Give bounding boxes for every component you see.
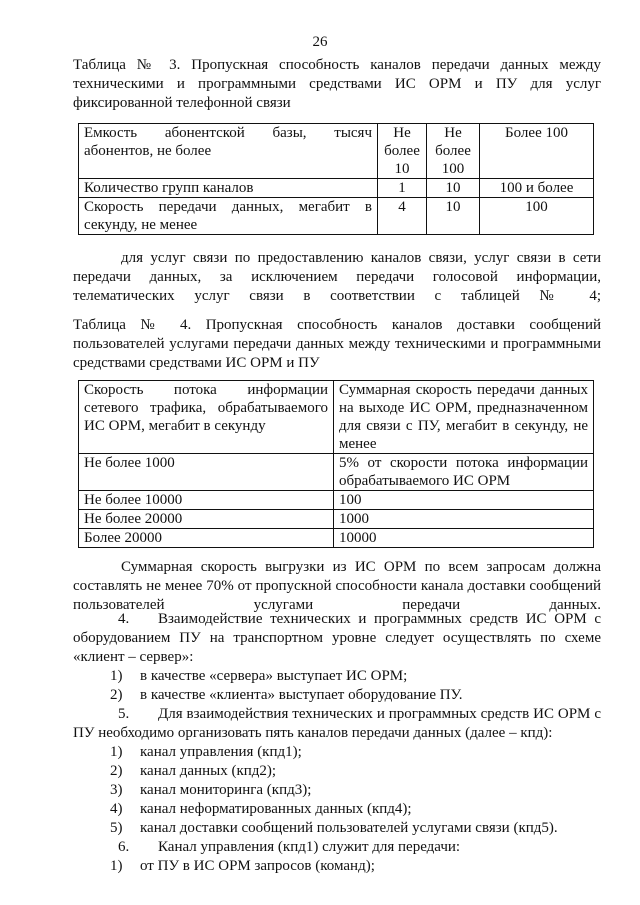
section-number: 5. bbox=[118, 706, 130, 722]
table-cell: 5% от скорости потока информации обрабатываемого ИС ОРМ bbox=[334, 454, 594, 491]
page-number: 26 bbox=[312, 34, 328, 50]
section-text: Для взаимодействия технических и программных средств ИС ОРМ с ПУ необходимо организовать пять каналов передачи данных (далее – кпд): bbox=[73, 706, 601, 741]
list-item: 1) канал управления (кпд1); bbox=[110, 744, 302, 760]
list-item: 2) канал данных (кпд2); bbox=[110, 763, 277, 779]
table-row bbox=[79, 454, 594, 491]
table-cell: Не более 10000 bbox=[79, 491, 334, 510]
section-6 bbox=[73, 838, 601, 857]
table-row bbox=[79, 124, 594, 179]
table-cell: 100 bbox=[480, 198, 594, 235]
table-cell: Не более 1000 bbox=[79, 454, 334, 491]
list-item: 3) канал мониторинга (кпд3); bbox=[110, 782, 312, 798]
table-cell: Не более 100 bbox=[427, 124, 480, 179]
table-row bbox=[79, 179, 594, 198]
table-cell: Емкость абонентской базы, тысяч абонентов, не более bbox=[79, 124, 378, 179]
services-paragraph: для услуг связи по предоставлению каналов связи, услуг связи в сети передачи данных, за исключением передачи голосовой информации, телематических услуг связи в соответствии с таблицей № 4; bbox=[73, 250, 601, 304]
list-item: 1) в качестве «сервера» выступает ИС ОРМ; bbox=[110, 668, 408, 684]
table3 bbox=[78, 123, 594, 235]
table-row bbox=[79, 529, 594, 548]
table-cell: Более 100 bbox=[480, 124, 594, 179]
table4 bbox=[78, 380, 594, 548]
table-cell: 1 bbox=[378, 179, 427, 198]
table-cell: 100 и более bbox=[480, 179, 594, 198]
table3-caption: Таблица № 3. Пропускная способность каналов передачи данных между техническими и программными средствами ИС ОРМ и ПУ для услуг фиксированной телефонной связи bbox=[73, 57, 601, 111]
section-text: Взаимодействие технических и программных средств ИС ОРМ с оборудованием ПУ на транспортном уровне следует осуществлять по схеме «клиент – сервер»: bbox=[73, 611, 601, 665]
table-cell: 10000 bbox=[334, 529, 594, 548]
table-cell: Более 20000 bbox=[79, 529, 334, 548]
table-cell: Суммарная скорость передачи данных на выходе ИС ОРМ, предназначенном для связи с ПУ, мегабит в секунду, не менее bbox=[334, 381, 594, 454]
table-row bbox=[79, 510, 594, 529]
section-number: 4. bbox=[118, 611, 130, 627]
list-item: 4) канал неформатированных данных (кпд4); bbox=[110, 801, 412, 817]
section-5 bbox=[73, 705, 601, 743]
table-cell: 100 bbox=[334, 491, 594, 510]
table-cell: Не более 20000 bbox=[79, 510, 334, 529]
section-4 bbox=[73, 610, 601, 667]
table-row bbox=[79, 198, 594, 235]
table-cell: 1000 bbox=[334, 510, 594, 529]
list-item: 5) канал доставки сообщений пользователей услугами связи (кпд5). bbox=[110, 820, 558, 836]
section-text: Канал управления (кпд1) служит для передачи: bbox=[158, 839, 461, 855]
table4-caption: Таблица № 4. Пропускная способность каналов доставки сообщений пользователей услугами передачи данных между техническими и программными средствами средствами ИС ОРМ и ПУ bbox=[73, 317, 601, 371]
table-cell: Скорость передачи данных, мегабит в секунду, не менее bbox=[79, 198, 378, 235]
table-row bbox=[79, 381, 594, 454]
upload-paragraph: Суммарная скорость выгрузки из ИС ОРМ по всем запросам должна составлять не менее 70% от пропускной способности канала доставки сообщений пользователей услугами передачи данных. bbox=[73, 559, 601, 613]
table-cell: 10 bbox=[427, 198, 480, 235]
table-cell: 4 bbox=[378, 198, 427, 235]
table-cell: 10 bbox=[427, 179, 480, 198]
section-number: 6. bbox=[118, 839, 130, 855]
list-item: 1) от ПУ в ИС ОРМ запросов (команд); bbox=[110, 858, 375, 874]
table-cell: Количество групп каналов bbox=[79, 179, 378, 198]
table-cell: Не более 10 bbox=[378, 124, 427, 179]
table-row bbox=[79, 491, 594, 510]
table-cell: Скорость потока информации сетевого трафика, обрабатываемого ИС ОРМ, мегабит в секунду bbox=[79, 381, 334, 454]
list-item: 2) в качестве «клиента» выступает оборудование ПУ. bbox=[110, 687, 463, 703]
